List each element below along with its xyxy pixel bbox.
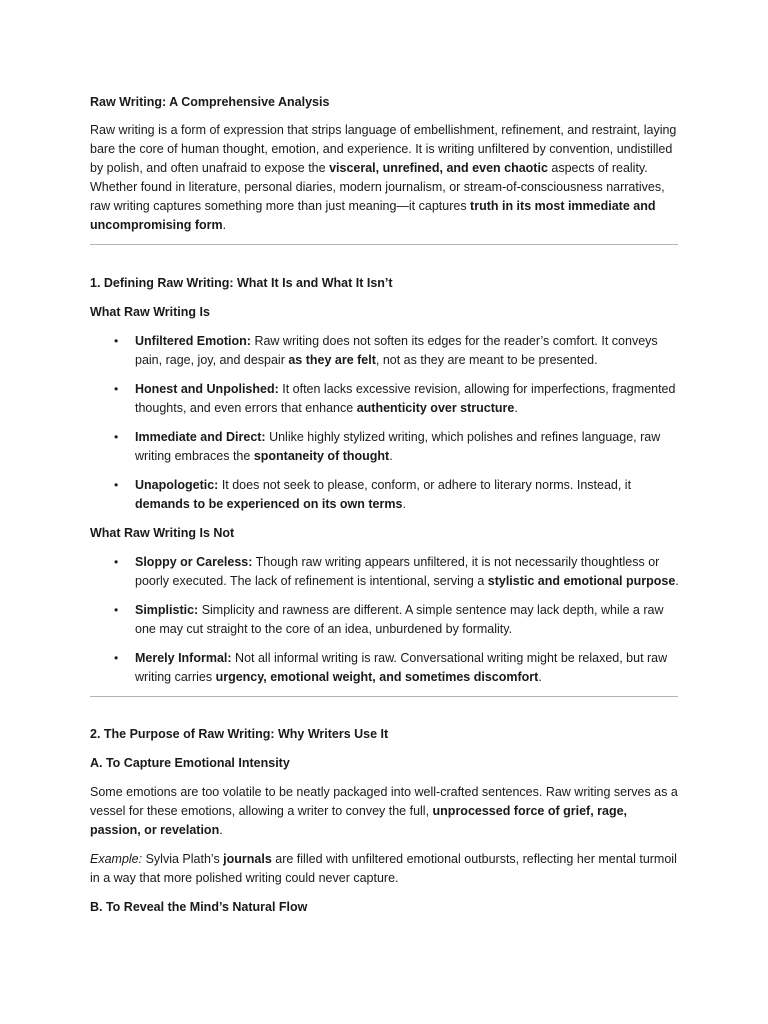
intro-bold-1: visceral, unrefined, and even chaotic — [329, 161, 548, 175]
list-item: • Sloppy or Careless: Though raw writing appears unfiltered, it is not necessarily thoughtless or poorly executed. The lack of refinement is intentional, serving a stylistic and emotional purpose. — [114, 555, 679, 588]
bullet-icon: • — [114, 334, 119, 348]
section1-heading: 1. Defining Raw Writing: What It Is and What It Isn’t — [90, 276, 393, 290]
subsection-b-heading: B. To Reveal the Mind’s Natural Flow — [90, 900, 308, 914]
isnot-list — [90, 553, 680, 687]
list-item: • Unfiltered Emotion: Raw writing does not soften its edges for the reader’s comfort. It conveys pain, rage, joy, and despair as they are felt, not as they are meant to be presented. — [114, 334, 658, 367]
subsection-a-paragraph: Some emotions are too volatile to be neatly packaged into well-crafted sentences. Raw writing serves as a vessel for these emotions, allowing a writer to convey the full, unprocessed force of grief, rage, passion, or revelation. — [90, 785, 678, 837]
bullet-icon: • — [114, 651, 119, 665]
bullet-icon: • — [114, 478, 119, 492]
isnot-heading: What Raw Writing Is Not — [90, 526, 235, 540]
intro-bold-2: truth in its most immediate and uncompromising form — [90, 199, 656, 232]
intro-text-3: . — [222, 218, 227, 232]
is-list — [90, 332, 680, 514]
list-item: • Simplistic: Simplicity and rawness are different. A simple sentence may lack depth, while a raw one may cut straight to the core of an idea, unburdened by formality. — [114, 603, 664, 636]
intro-paragraph — [90, 121, 680, 235]
bullet-icon: • — [114, 430, 119, 444]
list-item: • Unapologetic: It does not seek to please, conform, or adhere to literary norms. Instead, it demands to be experienced on its own terms. — [114, 478, 632, 511]
intro-text-1: Raw writing is a form of expression that strips language of embellishment, refinement, and restraint, laying bare the core of human thought, emotion, and experience. It is writing unfiltered by convention, undistilled by polish, and often unafraid to expose the — [90, 123, 677, 175]
example-label: Example: — [90, 852, 143, 866]
is-heading: What Raw Writing Is — [90, 305, 210, 319]
document-title: Raw Writing: A Comprehensive Analysis — [90, 95, 330, 109]
divider-1 — [90, 244, 678, 245]
bullet-icon: • — [114, 555, 119, 569]
list-item: • Merely Informal: Not all informal writing is raw. Conversational writing might be relaxed, but raw writing carries urgency, emotional weight, and sometimes discomfort. — [114, 651, 668, 684]
list-item: • Honest and Unpolished: It often lacks excessive revision, allowing for imperfections, fragmented thoughts, and even errors that enhance authenticity over structure. — [114, 382, 676, 415]
subsection-a-heading: A. To Capture Emotional Intensity — [90, 756, 290, 770]
bullet-icon: • — [114, 382, 119, 396]
list-item: • Immediate and Direct: Unlike highly stylized writing, which polishes and refines language, raw writing embraces the spontaneity of thought. — [114, 430, 661, 463]
section2-heading: 2. The Purpose of Raw Writing: Why Writers Use It — [90, 727, 389, 741]
bullet-icon: • — [114, 603, 119, 617]
example-paragraph: Example: Sylvia Plath’s journals are filled with unfiltered emotional outbursts, reflecting her mental turmoil in a way that more polished writing could never capture. — [90, 852, 677, 885]
intro-text-2: aspects of reality. Whether found in literature, personal diaries, modern journalism, or stream-of-consciousness narratives, raw writing captures something more than just meaning—it captures — [90, 161, 665, 213]
divider-2 — [90, 696, 678, 697]
